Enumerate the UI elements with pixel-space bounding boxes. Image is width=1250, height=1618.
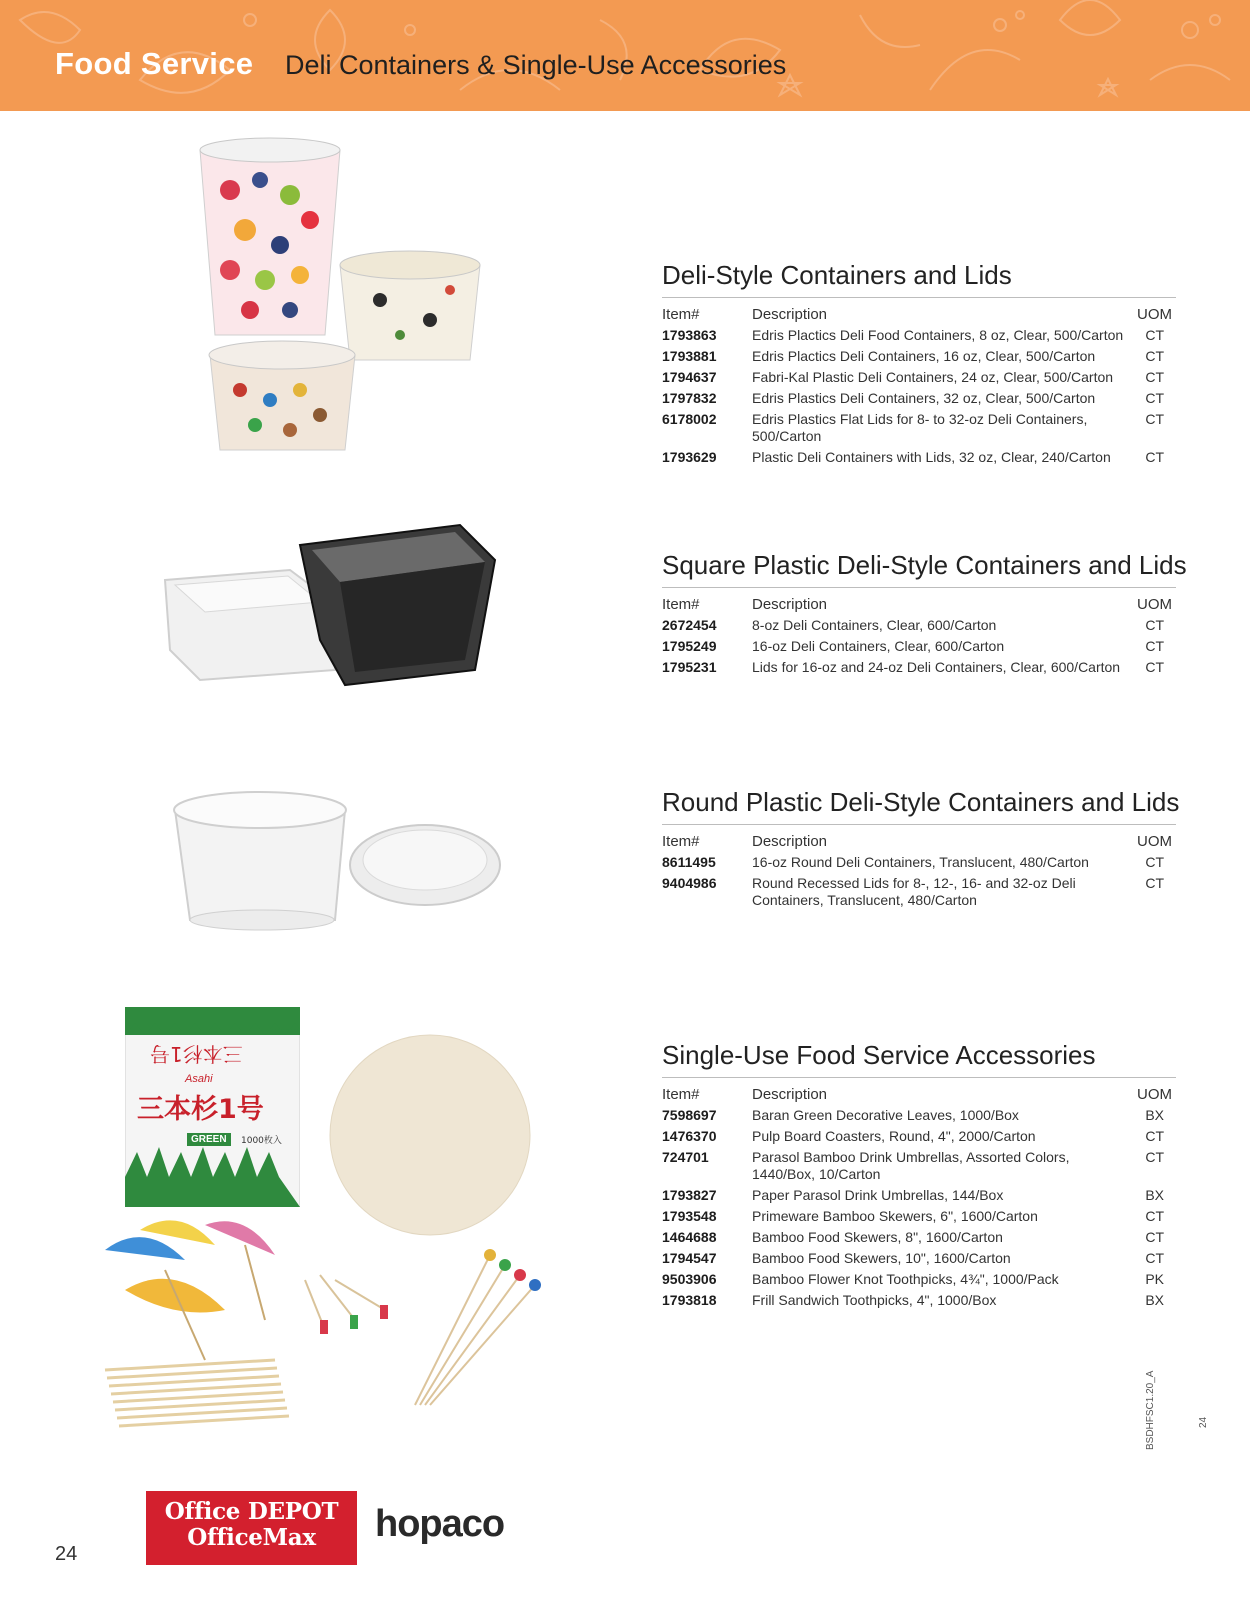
column-header-uom: UOM <box>1137 1086 1172 1103</box>
product-section-title: Round Plastic Deli-Style Containers and Lids <box>662 787 1176 825</box>
item-uom: CT <box>1145 411 1164 427</box>
table-header-row <box>662 833 1176 853</box>
item-uom: CT <box>1145 449 1164 465</box>
item-number: 1793818 <box>662 1292 717 1308</box>
item-number: 9404986 <box>662 875 717 891</box>
column-header-item: Item# <box>662 1086 700 1103</box>
office-depot-officemax-logo: Office DEPOT OfficeMax <box>146 1491 357 1565</box>
table-row <box>662 389 1176 410</box>
item-number: 1793881 <box>662 348 717 364</box>
item-description: Plastic Deli Containers with Lids, 32 oz, Clear, 240/Carton <box>752 449 1111 465</box>
table-row <box>662 1207 1176 1228</box>
table-row <box>662 616 1176 637</box>
item-uom: CT <box>1145 390 1164 406</box>
item-uom: CT <box>1145 875 1164 891</box>
table-row <box>662 448 1176 469</box>
product-table <box>662 1086 1176 1312</box>
page-number: 24 <box>55 1543 78 1565</box>
product-section <box>662 1040 1176 1312</box>
item-uom: CT <box>1145 1128 1164 1144</box>
item-number: 1793629 <box>662 449 717 465</box>
box-green-tag: GREEN <box>187 1133 231 1146</box>
item-number: 2672454 <box>662 617 717 633</box>
item-number: 724701 <box>662 1149 709 1165</box>
side-page-number: 24 <box>1198 1416 1209 1428</box>
product-table <box>662 596 1176 679</box>
column-header-uom: UOM <box>1137 833 1172 850</box>
item-description: Baran Green Decorative Leaves, 1000/Box <box>752 1107 1019 1123</box>
item-description: Lids for 16-oz and 24-oz Deli Containers, Clear, 600/Carton <box>752 659 1121 675</box>
section-title: Food Service <box>55 46 254 81</box>
baran-leaves-box-image <box>125 1007 300 1207</box>
item-description: 8-oz Deli Containers, Clear, 600/Carton <box>752 617 997 633</box>
table-row <box>662 853 1176 874</box>
box-brand: Asahi <box>185 1073 213 1085</box>
item-number: 1797832 <box>662 390 717 406</box>
item-description: Round Recessed Lids for 8-, 12-, 16- and 32-oz Deli Containers, Translucent, 480/Carton <box>752 875 1076 908</box>
product-section <box>662 787 1180 912</box>
product-section <box>662 550 1187 679</box>
product-table <box>662 306 1176 469</box>
table-row <box>662 368 1176 389</box>
item-number: 1795249 <box>662 638 717 654</box>
table-row <box>662 1249 1176 1270</box>
item-uom: BX <box>1145 1107 1164 1123</box>
umbrellas-skewers-image <box>95 1210 545 1480</box>
product-section-title: Deli-Style Containers and Lids <box>662 260 1176 298</box>
item-number: 1794637 <box>662 369 717 385</box>
item-description: Parasol Bamboo Drink Umbrellas, Assorted Colors, 1440/Box, 10/Carton <box>752 1149 1070 1182</box>
table-row <box>662 1127 1176 1148</box>
table-header-row <box>662 306 1176 326</box>
item-uom: CT <box>1145 638 1164 654</box>
box-top-text: 三本杉1号 <box>150 1042 243 1066</box>
item-description: Primeware Bamboo Skewers, 6", 1600/Carton <box>752 1208 1038 1224</box>
item-description: 16-oz Round Deli Containers, Translucent, 480/Carton <box>752 854 1089 870</box>
item-uom: CT <box>1145 1208 1164 1224</box>
hopaco-logo: hopaco <box>375 1503 505 1545</box>
table-row <box>662 1270 1176 1291</box>
item-number: 6178002 <box>662 411 717 427</box>
item-description: Frill Sandwich Toothpicks, 4", 1000/Box <box>752 1292 997 1308</box>
item-description: Edris Plactics Deli Containers, 16 oz, Clear, 500/Carton <box>752 348 1096 364</box>
item-uom: CT <box>1145 348 1164 364</box>
product-section-title: Square Plastic Deli-Style Containers and Lids <box>662 550 1176 588</box>
table-row <box>662 1186 1176 1207</box>
table-row <box>662 658 1176 679</box>
item-description: Bamboo Food Skewers, 8", 1600/Carton <box>752 1229 1003 1245</box>
item-number: 9503906 <box>662 1271 717 1287</box>
table-row <box>662 874 1176 912</box>
column-header-uom: UOM <box>1137 596 1172 613</box>
item-uom: CT <box>1145 369 1164 385</box>
item-number: 1793863 <box>662 327 717 343</box>
deli-containers-fruit-image <box>190 130 510 470</box>
item-uom: PK <box>1145 1271 1164 1287</box>
table-row <box>662 326 1176 347</box>
page-subtitle: Deli Containers & Single-Use Accessories <box>285 50 787 80</box>
side-code: BSDHFSC1.20_A <box>1145 1370 1156 1450</box>
item-number: 8611495 <box>662 854 716 870</box>
table-header-row <box>662 596 1176 616</box>
item-number: 1464688 <box>662 1229 717 1245</box>
table-row <box>662 410 1176 448</box>
item-number: 1476370 <box>662 1128 717 1144</box>
item-number: 1793548 <box>662 1208 717 1224</box>
item-uom: CT <box>1145 1229 1164 1245</box>
item-uom: CT <box>1145 327 1164 343</box>
column-header-item: Item# <box>662 306 700 323</box>
column-header-description: Description <box>752 596 828 613</box>
product-section-title: Single-Use Food Service Accessories <box>662 1040 1176 1078</box>
item-description: 16-oz Deli Containers, Clear, 600/Carton <box>752 638 1005 654</box>
product-table <box>662 833 1176 912</box>
column-header-description: Description <box>752 1086 828 1103</box>
item-uom: CT <box>1145 1149 1164 1165</box>
column-header-item: Item# <box>662 596 700 613</box>
table-row <box>662 637 1176 658</box>
item-uom: BX <box>1145 1292 1164 1308</box>
table-row <box>662 1291 1176 1312</box>
item-description: Fabri-Kal Plastic Deli Containers, 24 oz, Clear, 500/Carton <box>752 369 1114 385</box>
item-description: Pulp Board Coasters, Round, 4", 2000/Carton <box>752 1128 1036 1144</box>
table-row <box>662 347 1176 368</box>
square-containers-image <box>160 520 500 695</box>
item-number: 1795231 <box>662 659 717 675</box>
item-number: 1793827 <box>662 1187 717 1203</box>
item-number: 1794547 <box>662 1250 717 1266</box>
table-row <box>662 1106 1176 1127</box>
column-header-item: Item# <box>662 833 700 850</box>
table-row <box>662 1148 1176 1186</box>
box-main-text: 三本杉1号 <box>137 1094 264 1125</box>
item-uom: BX <box>1145 1187 1164 1203</box>
item-uom: CT <box>1145 1250 1164 1266</box>
box-count: 1000枚入 <box>241 1136 282 1146</box>
item-description: Paper Parasol Drink Umbrellas, 144/Box <box>752 1187 1004 1203</box>
column-header-uom: UOM <box>1137 306 1172 323</box>
product-section <box>662 260 1176 469</box>
item-uom: CT <box>1145 617 1164 633</box>
header-banner <box>0 0 1250 111</box>
item-description: Bamboo Flower Knot Toothpicks, 4¾", 1000/Pack <box>752 1271 1059 1287</box>
item-description: Edris Plastics Deli Containers, 32 oz, Clear, 500/Carton <box>752 390 1096 406</box>
item-description: Bamboo Food Skewers, 10", 1600/Carton <box>752 1250 1011 1266</box>
item-uom: CT <box>1145 854 1164 870</box>
table-row <box>662 1228 1176 1249</box>
item-number: 7598697 <box>662 1107 717 1123</box>
item-description: Edris Plactics Deli Food Containers, 8 oz, Clear, 500/Carton <box>752 327 1124 343</box>
round-containers-image <box>170 770 510 940</box>
column-header-description: Description <box>752 306 828 323</box>
table-header-row <box>662 1086 1176 1106</box>
item-description: Edris Plastics Flat Lids for 8- to 32-oz Deli Containers, 500/Carton <box>752 411 1088 444</box>
column-header-description: Description <box>752 833 828 850</box>
item-uom: CT <box>1145 659 1164 675</box>
